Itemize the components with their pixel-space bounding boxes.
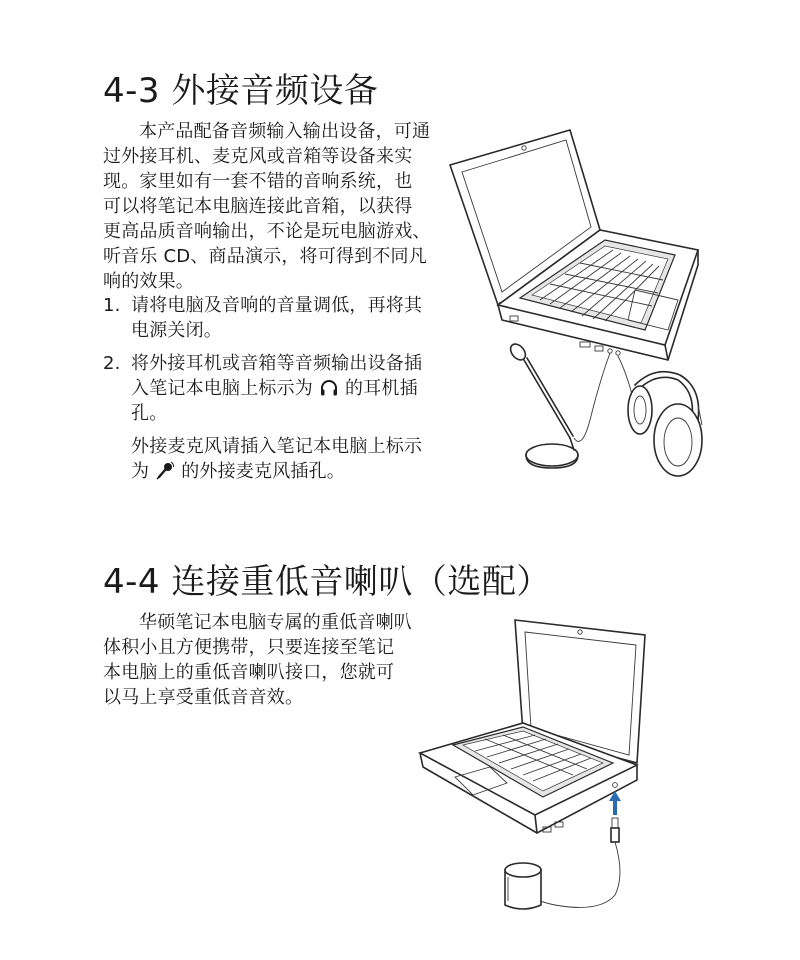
intro-line: 更高品质音响输出，不论是玩电脑游戏、 <box>103 221 431 242</box>
port <box>510 316 518 321</box>
step-text-with-icon <box>131 376 438 401</box>
section-4-3-title: 4-3 外接音频设备 <box>103 71 379 111</box>
intro-line: 响的效果。 <box>103 271 194 292</box>
step-text: 电源关闭。 <box>131 320 222 341</box>
intro-line: 听音乐 CD、商品演示，将可得到不同凡 <box>103 246 427 267</box>
intro-line: 以马上享受重低音音效。 <box>103 687 304 708</box>
step-number: 1. <box>103 295 121 316</box>
step-number: 2. <box>103 353 121 374</box>
section-4-4-intro <box>103 610 413 710</box>
step-text: 入笔记本电脑上标示为 <box>131 378 313 399</box>
mic-note-text: 外接麦克风请插入笔记本电脑上标示 <box>131 436 423 457</box>
headphones <box>628 372 702 476</box>
port <box>595 346 603 351</box>
section-4-3-steps <box>103 293 438 484</box>
intro-line: 过外接耳机、麦克风或音箱等设备来实 <box>103 146 413 167</box>
microphone-stand <box>508 341 578 468</box>
headphone-icon <box>319 378 339 398</box>
intro-line: 可以将笔记本电脑连接此音箱，以获得 <box>103 196 413 217</box>
laptop-subwoofer-illustration <box>415 615 665 915</box>
intro-line: 体积小且方便携带，只要连接至笔记 <box>103 637 395 658</box>
step-text: 请将电脑及音响的音量调低，再将其 <box>131 295 423 316</box>
microphone-icon <box>155 461 175 481</box>
mic-note-text: 为 <box>131 461 150 482</box>
laptop-audio-illustration <box>440 120 740 490</box>
subwoofer-plug <box>611 818 619 842</box>
step-text: 的耳机插 <box>345 378 418 399</box>
intro-line: 现。家里如有一套不错的音响系统，也 <box>103 171 413 192</box>
step-item <box>103 293 438 343</box>
intro-line: 本电脑上的重低音喇叭接口，您就可 <box>103 662 395 683</box>
section-4-3-intro <box>103 119 433 294</box>
subwoofer-speaker <box>505 863 541 909</box>
step-item <box>103 351 438 426</box>
mic-note-text: 的外接麦克风插孔。 <box>181 461 346 482</box>
mic-note-text-with-icon <box>131 459 438 484</box>
section-4-4-title: 4-4 连接重低音喇叭（选配） <box>103 562 551 602</box>
mic-jack <box>616 351 620 355</box>
step-text: 将外接耳机或音箱等音频输出设备插 <box>131 353 423 374</box>
mic-note <box>103 434 438 484</box>
headphone-jack <box>608 349 612 353</box>
mic-cable <box>574 353 610 441</box>
port <box>580 342 590 347</box>
step-text: 孔。 <box>131 403 168 424</box>
intro-line: 本产品配备音频输入输出设备，可通 <box>139 121 431 142</box>
intro-line: 华硕笔记本电脑专属的重低音喇叭 <box>139 612 412 633</box>
subwoofer-jack <box>613 783 618 788</box>
